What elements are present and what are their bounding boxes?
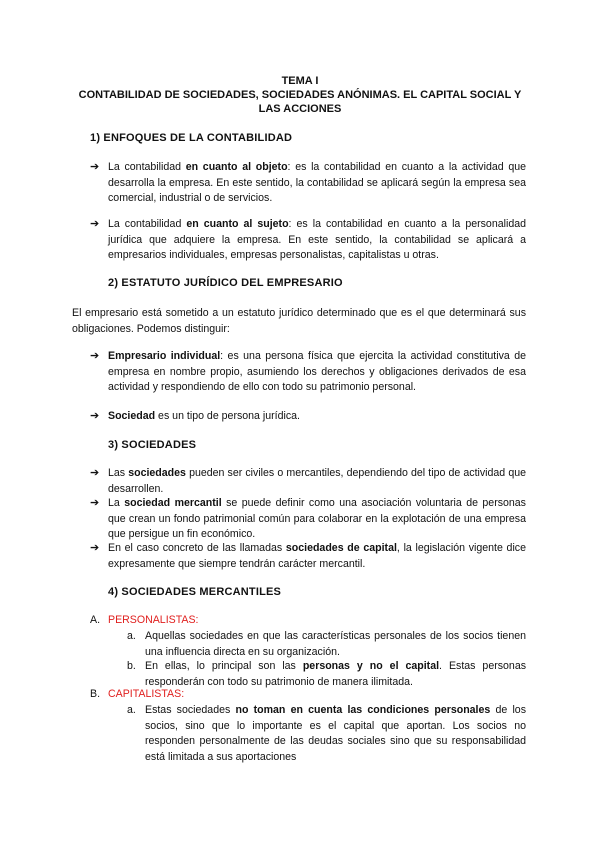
- list-marker-A: A.: [90, 614, 101, 626]
- list-marker-B: B.: [90, 688, 101, 700]
- section-2-heading: 2) ESTATUTO JURÍDICO DEL EMPRESARIO: [108, 277, 343, 289]
- doc-title-line3: LAS ACCIONES: [258, 103, 342, 115]
- s2-intro: El empresario está sometido a un estatuto jurídico determinado que es el que determinará sus obligaciones. Podemos distinguir:: [72, 307, 526, 335]
- section-3-heading: 3) SOCIEDADES: [108, 439, 197, 451]
- arrow-bullet-icon: ➔: [90, 467, 100, 479]
- section-1-heading: 1) ENFOQUES DE LA CONTABILIDAD: [90, 132, 293, 144]
- arrow-bullet-icon: ➔: [90, 497, 100, 509]
- section-4-heading: 4) SOCIEDADES MERCANTILES: [108, 586, 282, 598]
- s1-bullet-1: La contabilidad en cuanto al objeto: es la contabilidad en cuanto a la actividad que desarrolla la empresa. En este sentido, la contabilidad se aplicará según la empresa sea comercial, industrial o de servicios.: [108, 161, 527, 204]
- list-marker-Aa: a.: [127, 630, 136, 642]
- personalistas-item-a: Aquellas sociedades en que las características personales de los socios tienen una influencia directa en su organización.: [145, 630, 526, 658]
- s3-bullet-3: En el caso concreto de las llamadas sociedades de capital, la legislación vigente dice expresamente que siempre tendrán carácter mercantil.: [108, 542, 526, 570]
- capitalistas-item-a: Estas sociedades no toman en cuenta las condiciones personales de los socios, sino que lo importante es el capital que aportan. Los socios no responden personalmente de las deudas sociales sino que su responsabilidad está limitada a sus aportaciones: [145, 704, 526, 763]
- doc-title-line1: TEMA I: [281, 75, 319, 87]
- list-marker-Ba: a.: [127, 704, 136, 716]
- arrow-bullet-icon: ➔: [90, 161, 100, 173]
- s1-bullet-2: La contabilidad en cuanto al sujeto: es la contabilidad en cuanto a la personalidad jurídica que adquiere la empresa. En este sentido, la contabilidad se aplicará a empresarios individuales, empresas personalistas, capitalistas u otras.: [108, 218, 526, 261]
- personalistas-item-b: En ellas, lo principal son las personas y no el capital. Estas personas responderán con todo su patrimonio de manera ilimitada.: [145, 660, 527, 688]
- s2-bullet-1: Empresario individual: es una persona física que ejercita la actividad constitutiva de empresa en nombre propio, asumiendo los derechos y obligaciones derivados de esa actividad y respondiendo de ello con todo su patrimonio personal.: [108, 350, 526, 393]
- s3-bullet-2: La sociedad mercantil se puede definir como una asociación voluntaria de personas que crean un fondo patrimonial común para colaborar en la explotación de una empresa que persigue un fin económico.: [108, 497, 526, 540]
- arrow-bullet-icon: ➔: [90, 350, 100, 362]
- doc-title-line2: CONTABILIDAD DE SOCIEDADES, SOCIEDADES ANÓNIMAS. EL CAPITAL SOCIAL Y: [78, 89, 522, 101]
- list-marker-Ab: b.: [127, 660, 136, 672]
- personalistas-label: PERSONALISTAS:: [108, 614, 199, 626]
- arrow-bullet-icon: ➔: [90, 410, 100, 422]
- arrow-bullet-icon: ➔: [90, 542, 100, 554]
- s2-bullet-2: Sociedad es un tipo de persona jurídica.: [108, 410, 300, 422]
- arrow-bullet-icon: ➔: [90, 218, 100, 230]
- s3-bullet-1: Las sociedades pueden ser civiles o mercantiles, dependiendo del tipo de actividad que desarrollen.: [108, 467, 527, 495]
- capitalistas-label: CAPITALISTAS:: [108, 688, 185, 700]
